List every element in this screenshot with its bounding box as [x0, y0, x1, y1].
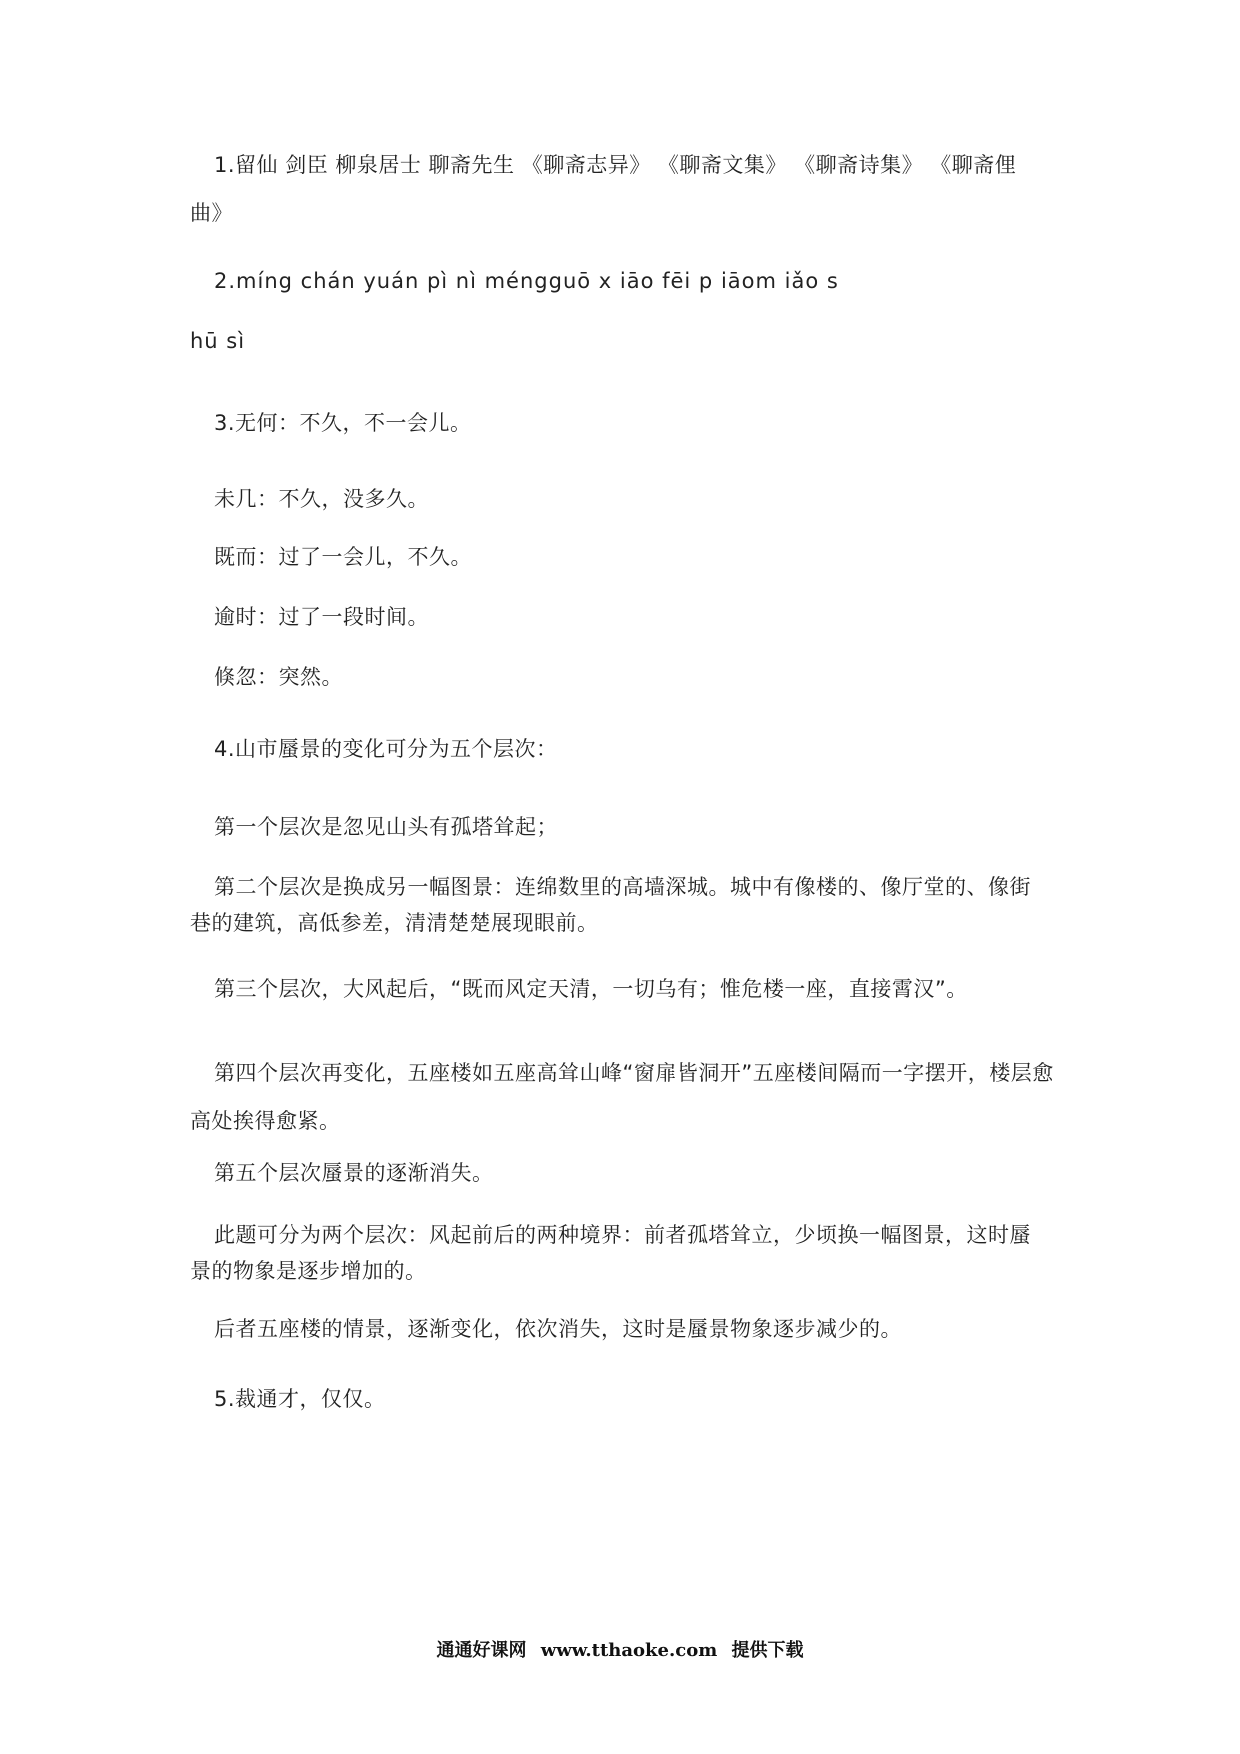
footer-note: 提供下载: [731, 1640, 804, 1661]
answer-2-line-2: hū sì: [190, 329, 246, 353]
answer-3-line-2: 未几：不久，没多久。: [214, 487, 429, 511]
answer-4-line-7: 高处挨得愈紧。: [190, 1109, 341, 1133]
footer-site-name: 通通好课网: [436, 1640, 527, 1661]
answer-4-line-8: 第五个层次蜃景的逐渐消失。: [214, 1161, 494, 1185]
answer-4-line-3: 第二个层次是换成另一幅图景：连绵数里的高墙深城。城中有像楼的、像厅堂的、像街: [214, 875, 1031, 899]
answer-4-line-4: 巷的建筑，高低参差，清清楚楚展现眼前。: [190, 911, 599, 935]
answer-1-line-1: 1.留仙 剑臣 柳泉居士 聊斋先生 《聊斋志异》 《聊斋文集》 《聊斋诗集》 《聊斋俚: [214, 153, 1017, 177]
answer-3-line-1: 3.无何：不久，不一会儿。: [214, 411, 472, 435]
answer-4-line-10: 景的物象是逐步增加的。: [190, 1259, 427, 1283]
answer-3-line-4: 逾时：过了一段时间。: [214, 605, 429, 629]
answer-4-line-6: 第四个层次再变化，五座楼如五座高耸山峰“窗扉皆洞开”五座楼间隔而一字摆开，楼层愈: [214, 1061, 1054, 1085]
answer-1-line-2: 曲》: [190, 201, 233, 225]
answer-4-line-2: 第一个层次是忽见山头有孤塔耸起；: [214, 815, 558, 839]
answer-2-line-1: 2.míng chán yuán pì nì méngguō x iāo fēi p iāom iǎo s: [214, 269, 839, 293]
answer-3-line-3: 既而：过了一会儿，不久。: [214, 545, 472, 569]
answer-4-line-1: 4.山市蜃景的变化可分为五个层次：: [214, 737, 558, 761]
answer-4-line-9: 此题可分为两个层次：风起前后的两种境界：前者孤塔耸立，少顷换一幅图景，这时蜃: [214, 1223, 1031, 1247]
answer-4-line-5: 第三个层次，大风起后，“既而风定天清，一切乌有；惟危楼一座，直接霄汉”。: [214, 977, 968, 1001]
answer-4-line-11: 后者五座楼的情景，逐渐变化，依次消失，这时是蜃景物象逐步减少的。: [214, 1317, 902, 1341]
footer-url[interactable]: www.tthaoke.com: [540, 1640, 718, 1661]
answer-3-line-5: 倏忽：突然。: [214, 665, 343, 689]
page-footer: [0, 1636, 1240, 1662]
answer-5-line-1: 5.裁通才，仅仅。: [214, 1387, 386, 1411]
